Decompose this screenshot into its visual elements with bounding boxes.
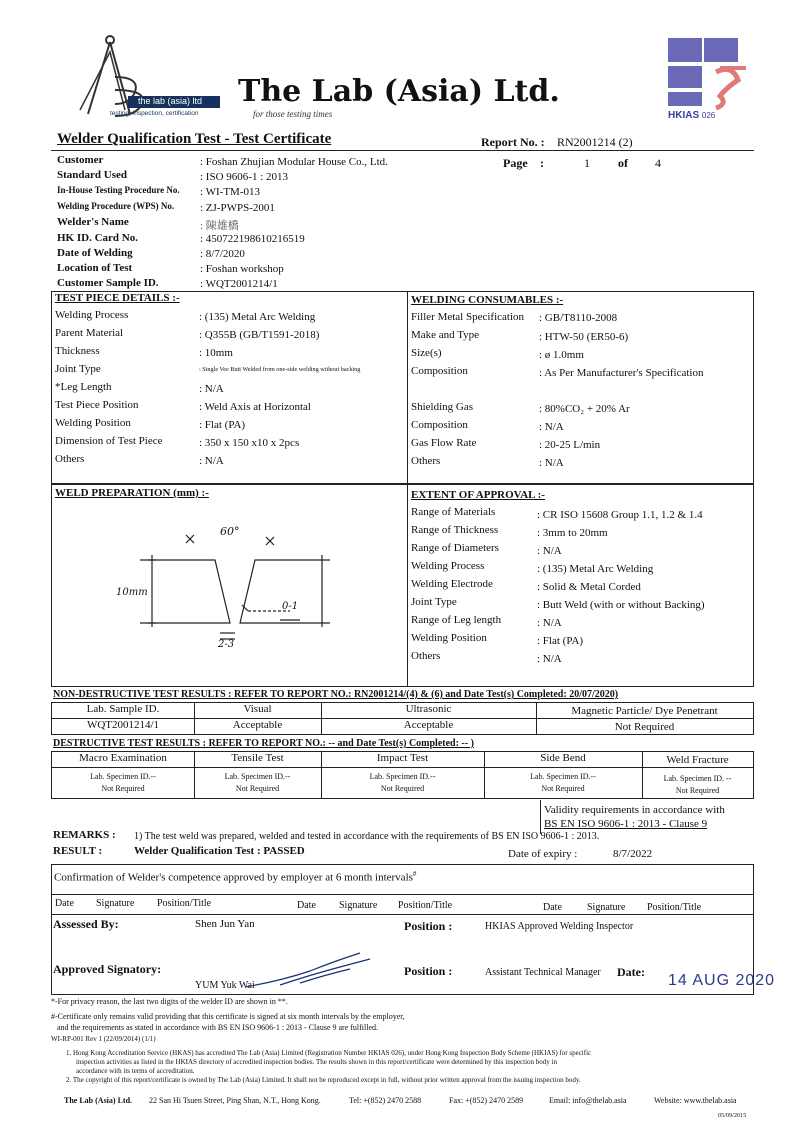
logo-small-text: the lab (asia) ltd — [138, 96, 203, 106]
dt-header: Macro Examination — [79, 752, 167, 764]
tp-value: : N/A — [199, 455, 224, 467]
dt-specimen: Lab. Specimen ID.-- — [90, 772, 156, 781]
assessed-position: HKIAS Approved Welding Inspector — [485, 921, 634, 932]
info-label: Welding Procedure (WPS) No. — [57, 201, 175, 211]
legal-line: inspection activities as listed in the HKIAS directory of accredited inspection bodies. The results shown in this report/certificate were determined by this inspection body in — [76, 1058, 557, 1066]
ap-label: Range of Materials — [411, 506, 496, 518]
page-number: 1 — [584, 156, 590, 170]
ndt-value: Acceptable — [403, 719, 454, 731]
ap-label: Joint Type — [411, 596, 457, 608]
ap-label: Welding Position — [411, 632, 487, 644]
dt-header: Side Bend — [540, 752, 586, 764]
validity-line-2: BS EN ISO 9606-1 : 2013 - Clause 9 — [544, 818, 708, 830]
sign-header: Signature — [339, 900, 378, 911]
approved-position-label: Position : — [404, 964, 453, 978]
wc-label: Others — [411, 455, 441, 467]
tp-label: Thickness — [55, 345, 100, 357]
wc-label: Composition — [411, 419, 468, 431]
footer-code: 05/09/2015 — [718, 1112, 747, 1119]
approved-name: YUM Yuk Wai — [195, 980, 255, 991]
tp-value: : N/A — [199, 383, 224, 395]
ndt-header: Magnetic Particle/ Dye Penetrant — [571, 705, 718, 717]
tp-label: Welding Position — [55, 417, 131, 429]
dt-status: Not Required — [380, 784, 425, 793]
report-no-label: Report No. : — [481, 135, 545, 149]
report-no-value: RN2001214 (2) — [557, 135, 633, 149]
tp-label: *Leg Length — [55, 381, 112, 393]
remarks-text: 1) The test weld was prepared, welded and tested in accordance with the requirements of BS EN ISO 9606-1 : 2013. — [134, 831, 600, 842]
info-label: HK ID. Card No. — [57, 232, 138, 244]
wc-value: : HTW-50 (ER50-6) — [539, 331, 629, 343]
sign-header: Position/Title — [398, 900, 453, 911]
approved-label: Approved Signatory: — [53, 962, 162, 976]
logo-tagline: testing, inspection, certification — [110, 110, 199, 117]
ap-label: Range of Leg length — [411, 614, 502, 626]
ap-value: : Solid & Metal Corded — [537, 581, 641, 593]
tp-label: Welding Process — [55, 309, 129, 321]
footnote: *-For privacy reason, the last two digits of the welder ID are shown in **. — [51, 997, 288, 1006]
footer-company: The Lab (Asia) Ltd. — [64, 1096, 133, 1105]
sign-header: Signature — [587, 902, 626, 913]
ndt-value: Acceptable — [232, 719, 283, 731]
info-value: : WQT2001214/1 — [200, 278, 278, 290]
dt-specimen: Lab. Specimen ID. -- — [663, 774, 732, 783]
wc-label: Shielding Gas — [411, 401, 474, 413]
ndt-value: Not Required — [614, 721, 675, 733]
sketch-angle: 60° — [220, 525, 240, 538]
tp-label: Parent Material — [55, 327, 124, 339]
sketch-root: 2-3 — [218, 639, 235, 650]
sketch-gap: 0-1 — [282, 601, 299, 612]
ap-label: Others — [411, 650, 441, 662]
result-text: Welder Qualification Test : PASSED — [134, 845, 305, 857]
ndt-heading: NON-DESTRUCTIVE TEST RESULTS : REFER TO REPORT NO.: RN2001214/(4) & (6) and Date Test(s) Completed: 20/07/2020) — [53, 689, 619, 700]
footer-fax: Fax: +(852) 2470 2589 — [449, 1096, 524, 1105]
sketch-thickness: 10mm — [116, 587, 148, 598]
approved-signature-icon — [240, 945, 380, 995]
tp-label: Others — [55, 453, 85, 465]
dt-status: Not Required — [235, 784, 280, 793]
tp-value: : (135) Metal Arc Welding — [199, 311, 316, 323]
info-label: Customer — [57, 154, 104, 166]
ap-label: Range of Thickness — [411, 524, 499, 536]
dt-header: Tensile Test — [231, 752, 284, 764]
consumables-heading: WELDING CONSUMABLES :- — [411, 294, 564, 306]
tp-label: Joint Type — [55, 363, 101, 375]
wc-value: : ø 1.0mm — [539, 349, 584, 361]
ap-value: : (135) Metal Arc Welding — [537, 563, 654, 575]
assessed-label: Assessed By: — [53, 917, 119, 931]
ndt-value: WQT2001214/1 — [86, 719, 160, 731]
tp-label: Test Piece Position — [55, 399, 139, 411]
tp-value: : Flat (PA) — [199, 419, 246, 431]
info-label: Location of Test — [57, 262, 133, 274]
expiry-value: 8/7/2022 — [613, 848, 653, 860]
legal-line: accordance with its terms of accreditation. — [76, 1067, 195, 1075]
wc-value: : GB/T8110-2008 — [539, 312, 618, 324]
expiry-label: Date of expiry : — [508, 848, 578, 860]
tp-value: : Q355B (GB/T1591-2018) — [199, 329, 320, 341]
weld-prep-sketch — [60, 515, 400, 675]
sign-header: Signature — [96, 898, 135, 909]
validity-line-1: Validity requirements in accordance with — [544, 804, 725, 816]
ndt-header: Ultrasonic — [405, 703, 452, 715]
info-value: : ISO 9606-1 : 2013 — [200, 171, 288, 183]
wc-label: Make and Type — [411, 329, 480, 341]
sign-header: Date — [297, 900, 316, 911]
page-sep: : — [540, 156, 544, 170]
dt-specimen: Lab. Specimen ID.-- — [530, 772, 596, 781]
test-piece-heading: TEST PIECE DETAILS :- — [55, 292, 180, 304]
ap-value: : N/A — [537, 617, 562, 629]
info-value: : Foshan workshop — [200, 263, 284, 275]
page-total: 4 — [655, 156, 661, 170]
footer-tel: Tel: +(852) 2470 2588 — [349, 1096, 422, 1105]
footer-address: 22 San Hi Tsuen Street, Ping Shan, N.T., Hong Kong. — [149, 1096, 321, 1105]
logo-compass-icon — [70, 32, 220, 122]
footnote: and the requirements as stated in accordance with BS EN ISO 9606-1 : 2013 - Clause 9 are fulfilled. — [57, 1023, 379, 1032]
ap-label: Range of Diameters — [411, 542, 499, 554]
legal-line: 1. Hong Kong Accreditation Service (HKAS) has accredited The Lab (Asia) Limited (Registration Number HKIAS 026), under Hong Kong Inspection Body Scheme (HKIAS) for specific — [66, 1049, 592, 1057]
info-label: Standard Used — [57, 169, 127, 181]
dt-header: Weld Fracture — [666, 754, 729, 766]
info-value: : WI-TM-013 — [200, 186, 260, 198]
weld-prep-heading: WELD PREPARATION (mm) :- — [55, 487, 209, 499]
ap-value: : N/A — [537, 545, 562, 557]
info-label: Welder's Name — [57, 216, 129, 228]
confirmation-text: Confirmation of Welder's competence approved by employer at 6 month intervals# — [54, 870, 417, 884]
wc-label: Filler Metal Specification — [411, 311, 525, 323]
wc-value: : N/A — [539, 457, 564, 469]
hkias-logo — [668, 38, 748, 128]
footnote: #-Certificate only remains valid providing that this certificate is signed at six month intervals by the employer, — [51, 1012, 405, 1021]
tp-value: : Weld Axis at Horizontal — [199, 401, 311, 413]
sign-header: Position/Title — [157, 898, 212, 909]
wc-label: Size(s) — [411, 347, 442, 359]
info-value: : 450722198610216519 — [200, 233, 305, 245]
legal-line: 2. The copyright of this report/certificate is owned by The Lab (Asia) Limited. It shall not be reproduced except in full, without prior written approval from the issuing inspection body. — [66, 1076, 581, 1084]
dt-status: Not Required — [541, 784, 585, 793]
footer-website: Website: www.thelab.asia — [654, 1096, 737, 1105]
ap-value: : Butt Weld (with or without Backing) — [537, 599, 705, 611]
sign-header: Date — [543, 902, 562, 913]
approved-date-stamp: 14 AUG 2020 — [668, 972, 776, 989]
wc-value: : 80%CO₂ + 20% Ar — [539, 403, 630, 415]
approved-position: Assistant Technical Manager — [485, 967, 601, 978]
ndt-header: Visual — [243, 703, 272, 715]
dt-table — [51, 751, 754, 799]
tp-value: : Single Vee Butt Welded from one-side welding without backing — [199, 366, 361, 373]
ap-label: Welding Process — [411, 560, 485, 572]
result-label: RESULT : — [53, 845, 103, 857]
details-box — [51, 291, 754, 484]
dt-heading: DESTRUCTIVE TEST RESULTS : REFER TO REPORT NO.: -- and Date Test(s) Completed: -- ) — [53, 738, 474, 749]
company-logo — [70, 32, 220, 122]
ap-value: : N/A — [537, 653, 562, 665]
approved-date-label: Date: — [617, 965, 645, 979]
tp-label: Dimension of Test Piece — [55, 435, 163, 447]
page-label: Page — [503, 156, 528, 170]
form-code: WI-RP-001 Rev 1 (22/09/2014) (1/1) — [51, 1035, 156, 1043]
ap-value: : CR ISO 15608 Group 1.1, 1.2 & 1.4 — [537, 509, 703, 521]
weld-joint-sketch-icon — [60, 515, 400, 675]
wc-value: : N/A — [539, 421, 564, 433]
info-value: : 陳雄橋 — [200, 220, 239, 232]
ap-value: : Flat (PA) — [537, 635, 584, 647]
info-value: : ZJ-PWPS-2001 — [200, 202, 275, 214]
confirmation-mark: # — [412, 870, 417, 878]
info-label: Customer Sample ID. — [57, 277, 159, 289]
footer-email: Email: info@thelab.asia — [549, 1096, 627, 1105]
assessed-position-label: Position : — [404, 919, 453, 933]
wc-label: Gas Flow Rate — [411, 437, 477, 449]
ndt-table — [51, 702, 754, 735]
company-name: The Lab (Asia) Ltd. — [238, 74, 560, 109]
ap-label: Welding Electrode — [411, 578, 493, 590]
page-of: of — [618, 156, 628, 170]
ndt-header: Lab. Sample ID. — [86, 703, 160, 715]
dt-header: Impact Test — [376, 752, 429, 764]
dt-status: Not Required — [101, 784, 145, 793]
validity-box — [540, 800, 754, 834]
assessed-name: Shen Jun Yan — [195, 918, 255, 930]
info-value: : Foshan Zhujian Modular House Co., Ltd. — [200, 156, 388, 168]
sign-header: Position/Title — [647, 902, 702, 913]
hkias-text: HKIAS 026 — [668, 110, 716, 121]
certificate-title: Welder Qualification Test - Test Certificate — [57, 131, 332, 147]
ap-value: : 3mm to 20mm — [537, 527, 608, 539]
wc-value: : As Per Manufacturer's Specification — [539, 367, 704, 379]
sign-header: Date — [55, 898, 74, 909]
dt-status: Not Required — [675, 786, 720, 795]
wc-label: Composition — [411, 365, 468, 377]
dt-specimen: Lab. Specimen ID.-- — [224, 772, 291, 781]
dt-specimen: Lab. Specimen ID.-- — [369, 772, 436, 781]
remarks-label: REMARKS : — [53, 829, 116, 841]
info-value: : 8/7/2020 — [200, 248, 245, 260]
info-label: In-House Testing Procedure No. — [57, 185, 180, 195]
tp-value: : 10mm — [199, 347, 233, 359]
wc-value: : 20-25 L/min — [539, 439, 601, 451]
info-label: Date of Welding — [57, 247, 133, 259]
approval-heading: EXTENT OF APPROVAL :- — [411, 489, 545, 501]
tp-value: : 350 x 150 x10 x 2pcs — [199, 437, 300, 449]
company-tagline: for those testing times — [253, 109, 333, 119]
